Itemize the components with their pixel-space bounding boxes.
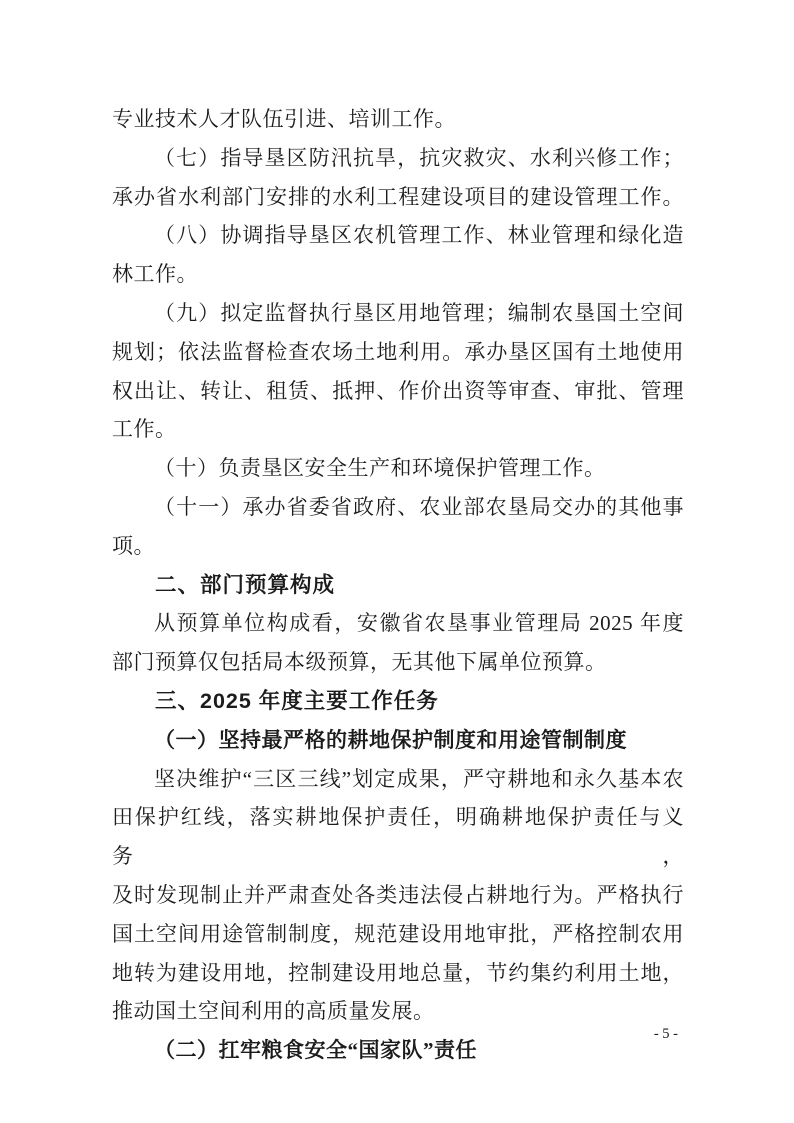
- section-heading-budget-composition: 二、部门预算构成: [155, 572, 336, 597]
- paragraph-line: 从预算单位构成看，安徽省农垦事业管理局 2025 年度: [154, 611, 684, 636]
- subsection-heading-1: （一）坚持最严格的耕地保护制度和用途管制制度: [154, 727, 627, 752]
- paragraph-line-item-9: （九）拟定监督执行垦区用地管理；编制农垦国土空间: [154, 300, 684, 325]
- subsection-heading-2: （二）扛牢粮食安全“国家队”责任: [154, 1038, 477, 1063]
- paragraph-line: 推动国土空间利用的高质量发展。: [112, 999, 435, 1024]
- paragraph-line: 专业技术人才队伍引进、培训工作。: [112, 107, 456, 131]
- document-body: [112, 100, 684, 1070]
- paragraph-line: 林工作。: [112, 262, 198, 287]
- paragraph-line: 田保护红线，落实耕地保护责任，明确耕地保护责任与义务，: [112, 805, 684, 869]
- page-number: - 5 -: [653, 1026, 678, 1042]
- paragraph-line-item-11: （十一）承办省委省政府、农业部农垦局交办的其他事: [154, 494, 684, 519]
- paragraph-line: 坚决维护“三区三线”划定成果，严守耕地和永久基本农: [154, 766, 684, 791]
- paragraph-line: 项。: [112, 533, 155, 558]
- paragraph-line: 部门预算仅包括局本级预算，无其他下属单位预算。: [112, 650, 607, 675]
- paragraph-line: 承办省水利部门安排的水利工程建设项目的建设管理工作。: [112, 184, 684, 209]
- paragraph-line: 国土空间用途管制制度，规范建设用地审批，严格控制农用: [112, 921, 684, 946]
- paragraph-line: 规划；依法监督检查农场土地利用。承办垦区国有土地使用: [112, 339, 684, 364]
- paragraph-line-item-10: （十）负责垦区安全生产和环境保护管理工作。: [154, 456, 606, 481]
- paragraph-line: 及时发现制止并严肃查处各类违法侵占耕地行为。严格执行: [112, 882, 684, 907]
- paragraph-line: 地转为建设用地，控制建设用地总量，节约集约利用土地，: [112, 960, 684, 985]
- paragraph-line: 权出让、转让、租赁、抵押、作价出资等审查、审批、管理: [112, 378, 684, 403]
- section-heading-2025-tasks: 三、2025 年度主要工作任务: [155, 688, 439, 713]
- paragraph-line-item-8: （八）协调指导垦区农机管理工作、林业管理和绿化造: [154, 223, 684, 248]
- paragraph-line-item-7: （七）指导垦区防汛抗旱，抗灾救灾、水利兴修工作；: [154, 145, 684, 170]
- paragraph-line: 工作。: [112, 417, 177, 442]
